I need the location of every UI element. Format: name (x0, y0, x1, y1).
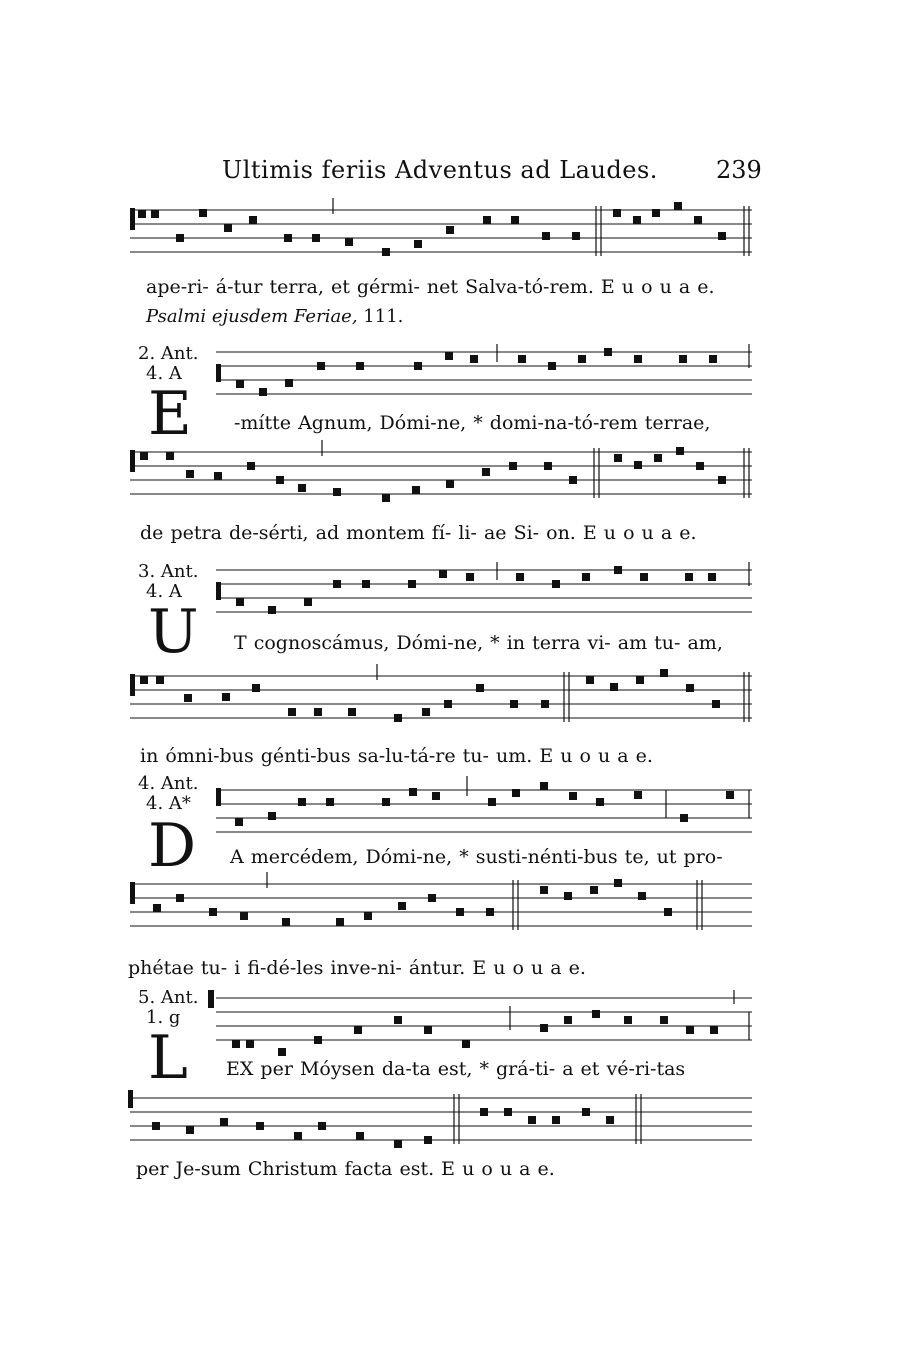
staff-9 (128, 1090, 752, 1148)
staff-5 (130, 664, 752, 722)
lyric-line-6: A mercédem, Dómi-ne, * susti-nénti-bus te, ut pro- (230, 846, 723, 868)
staff-8 (208, 990, 752, 1056)
lyric-line-1: ape-ri- á-tur terra, et gérmi- net Salva-tó-rem. E u o u a e. (146, 276, 715, 298)
antiphon-5-label (138, 988, 198, 1028)
antiphon-2-initial: E (148, 379, 192, 449)
antiphon-2-mode: 4. A (146, 363, 182, 384)
antiphon-2-label (138, 344, 198, 384)
antiphon-5-number: 5. Ant. (138, 987, 199, 1008)
antiphon-3-initial: U (148, 597, 199, 667)
rubric-italic: Psalmi ejusdem Feriae, (146, 306, 358, 327)
lyric-line-8: EX per Móysen da-ta est, * grá-ti- a et vé-ri-tas (226, 1058, 686, 1080)
lyric-line-5: in ómni-bus génti-bus sa-lu-tá-re tu- um. E u o u a e. (140, 745, 653, 767)
antiphon-4-initial: D (148, 811, 197, 881)
page-number: 239 (716, 156, 762, 184)
staff-3 (130, 440, 752, 502)
lyric-line-3: de petra de-sérti, ad montem fí- li- ae Si- on. E u o u a e. (140, 522, 697, 544)
antiphon-4-label (138, 774, 198, 814)
antiphon-4-number: 4. Ant. (138, 773, 199, 794)
lyric-line-4: T cognoscámus, Dómi-ne, * in terra vi- am tu- am, (234, 632, 723, 654)
staff-2 (216, 344, 752, 396)
lyric-line-9: per Je-sum Christum facta est. E u o u a e. (136, 1158, 555, 1180)
antiphon-4-mode: 4. A* (146, 793, 191, 814)
antiphon-3-label (138, 562, 198, 602)
antiphon-3-number: 3. Ant. (138, 561, 199, 582)
page-title: Ultimis feriis Adventus ad Laudes. (222, 156, 658, 184)
lyric-line-2: -míttе Agnum, Dómi-ne, * domi-na-tó-rem terrae, (234, 412, 711, 434)
staff-7 (130, 872, 752, 930)
staff-6 (216, 776, 752, 832)
antiphon-2-number: 2. Ant. (138, 343, 199, 364)
staff-4 (216, 562, 752, 614)
antiphon-3-mode: 4. A (146, 581, 182, 602)
antiphon-5-mode: 1. g (146, 1007, 181, 1028)
antiphon-5-initial: L (148, 1023, 188, 1093)
psalm-rubric (146, 306, 403, 327)
staff-1 (130, 198, 752, 256)
rubric-number: 111. (363, 306, 404, 327)
lyric-line-7: phétae tu- i fi-dé-les inve-ni- ántur. E u o u a e. (128, 957, 586, 979)
